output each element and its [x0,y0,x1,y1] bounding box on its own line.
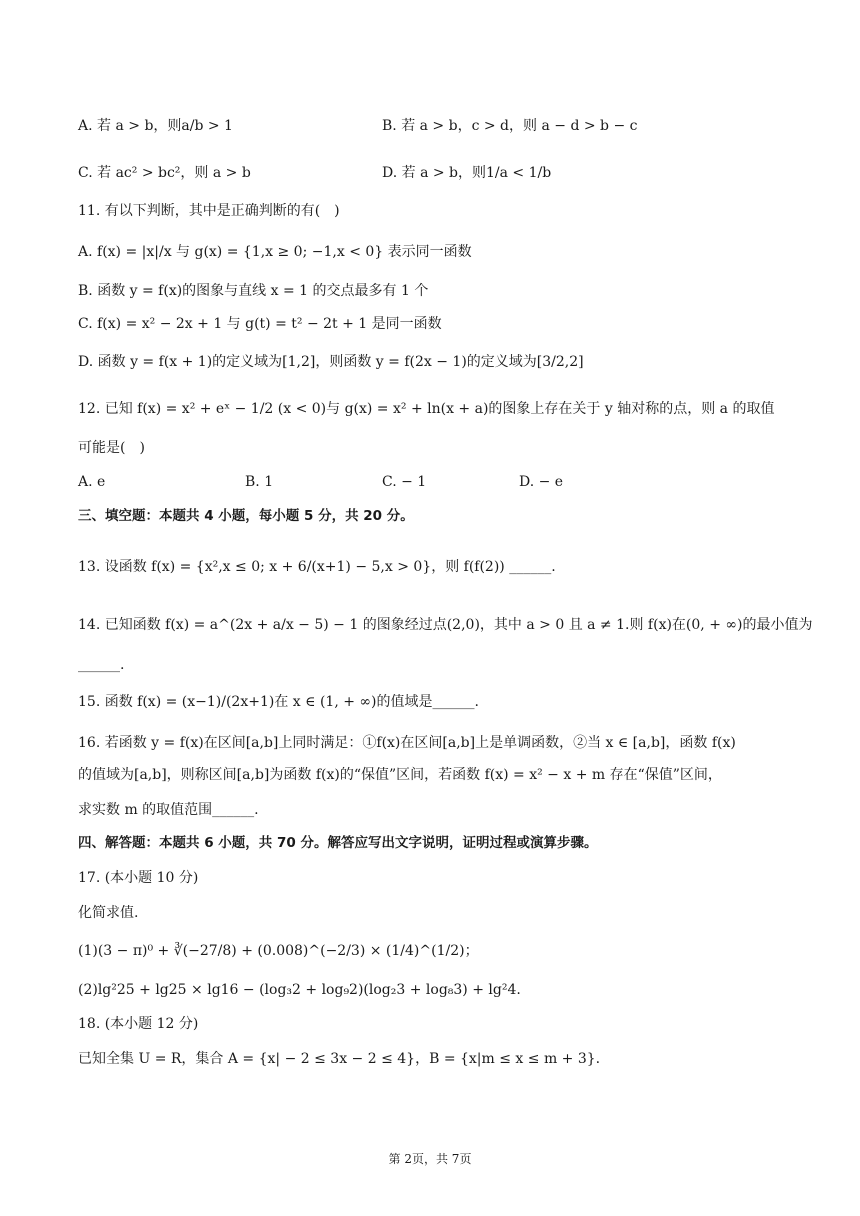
q10-option-a: A. 若 a > b，则a/b > 1 [78,118,233,134]
q12-option-d: D. − e [519,474,564,490]
q17-part2: (2)lg²25 + lg25 × lg16 − (log₃2 + log₉2)(log₂3 + log₈3) + lg²4. [78,982,521,998]
q12-stem-cont: 可能是( ) [78,440,145,456]
q16-stem: 16. 若函数 y = f(x)在区间[a,b]上同时满足：①f(x)在区间[a,b]上是单调函数，②当 x ∈ [a,b]，函数 f(x) [78,735,736,751]
q18-header: 18. (本小题 12 分) [78,1016,199,1032]
q16-stem-cont2: 求实数 m 的取值范围______. [78,802,259,818]
q13-stem: 13. 设函数 f(x) = {x²,x ≤ 0; x + 6/(x+1) − 5,x > 0}，则 f(f(2)) ______. [78,559,556,575]
page-footer: 第 2页，共 7页 [388,1152,472,1166]
q11-option-b: B. 函数 y = f(x)的图象与直线 x = 1 的交点最多有 1 个 [78,283,429,299]
q17-header: 17. (本小题 10 分) [78,870,199,886]
q15-stem: 15. 函数 f(x) = (x−1)/(2x+1)在 x ∈ (1, + ∞)的值域是______. [78,694,479,710]
q12-stem: 12. 已知 f(x) = x² + eˣ − 1/2 (x < 0)与 g(x) = x² + ln(x + a)的图象上存在关于 y 轴对称的点，则 a 的取值 [78,401,775,417]
q12-option-b: B. 1 [245,474,274,490]
q10-option-b: B. 若 a > b，c > d，则 a − d > b − c [382,118,638,134]
q16-stem-cont1: 的值域为[a,b]，则称区间[a,b]为函数 f(x)的“保值”区间，若函数 f(x) = x² − x + m 存在“保值”区间， [78,767,722,783]
q10-option-d: D. 若 a > b，则1/a < 1/b [382,165,552,181]
q11-option-d: D. 函数 y = f(x + 1)的定义域为[1,2]，则函数 y = f(2x − 1)的定义域为[3/2,2] [78,354,584,370]
q17-part1: (1)(3 − π)⁰ + ∛(−27/8) + (0.008)^(−2/3) × (1/4)^(1/2)； [78,943,479,959]
section-4-heading: 四、解答题：本题共 6 小题，共 70 分。解答应写出文字说明，证明过程或演算步骤。 [78,835,598,851]
q12-option-a: A. e [78,474,106,490]
q12-option-c: C. − 1 [382,474,427,490]
q11-option-c: C. f(x) = x² − 2x + 1 与 g(t) = t² − 2t + 1 是同一函数 [78,316,442,332]
q11-option-a: A. f(x) = |x|/x 与 g(x) = {1,x ≥ 0; −1,x < 0} 表示同一函数 [78,244,472,260]
q14-stem: 14. 已知函数 f(x) = a^(2x + a/x − 5) − 1 的图象经过点(2,0)，其中 a > 0 且 a ≠ 1.则 f(x)在(0, + ∞)的最小值为 [78,617,813,633]
q10-option-c: C. 若 ac² > bc²，则 a > b [78,165,251,181]
q14-stem-cont: ______. [78,657,125,673]
q17-intro: 化简求值. [78,905,139,921]
q18-stem: 已知全集 U = R，集合 A = {x| − 2 ≤ 3x − 2 ≤ 4}，B = {x|m ≤ x ≤ m + 3}. [78,1051,601,1067]
q11-stem: 11. 有以下判断，其中是正确判断的有( ) [78,203,340,219]
section-3-heading: 三、填空题：本题共 4 小题，每小题 5 分，共 20 分。 [78,508,414,524]
